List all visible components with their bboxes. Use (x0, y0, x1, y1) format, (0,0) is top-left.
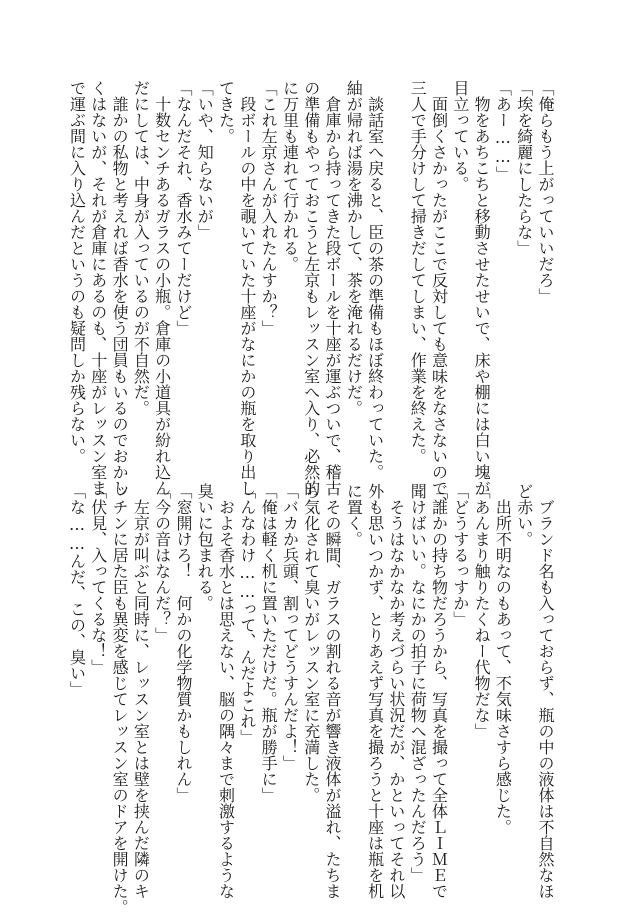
text-line: 「俺は軽く机に置いただけだ。瓶が勝手に」 (259, 483, 279, 803)
text-line: の準備もやっておこうと左京もレッスン室へ入り、必然的 (301, 80, 321, 496)
text-line: 「窓開けろ！ 何かの化学物質かもしれん」 (173, 483, 193, 803)
text-line: 左京が叫ぶと同時に、レッスン室とは壁を挟んだ隣のキ (131, 483, 151, 899)
text-line: 「いや、知らないが」 (195, 80, 215, 240)
text-line: 「なんだそれ、香水みてーだけど」 (173, 80, 193, 336)
text-line: 「今の音はなんだ？」 (152, 483, 172, 643)
lower-text-block (67, 483, 556, 915)
text-line: 誰かの私物と考えれば香水を使う団員もいるのでおかし (110, 80, 130, 496)
text-line: に置く。 (344, 483, 364, 547)
text-line: その瞬間、ガラスの割れる音が響き液体が溢れ、たちま (323, 483, 343, 899)
text-line: 聞けばいい。なにかの拍子に荷物へ混ざったんだろう」 (408, 483, 428, 883)
text-line: 倉庫から持ってきた段ボールを十座が運ぶついで、稽古 (323, 80, 343, 496)
text-line: 物をあちこちと移動させたせいで、床や棚には白い塊が (472, 80, 492, 496)
text-line: 目立っている。 (450, 80, 470, 192)
text-line: に万里も連れて行かれる。 (280, 80, 300, 272)
text-line: 「伏見、入ってくるな！」 (88, 483, 108, 675)
text-line: 「俺らもう上がっていいだろ」 (536, 80, 555, 304)
blank-line (386, 80, 407, 410)
text-line: 段ボールの中を覗いていた十座がなにかの瓶を取り出し (237, 80, 257, 496)
text-line: 「あんまり触りたくねー代物だな」 (472, 483, 492, 739)
text-line: ブランド名も入っておらず、瓶の中の液体は不自然なほ (536, 483, 555, 899)
text-line: で運ぶ間に入り込んだというのも疑問しか残らない。 (67, 80, 87, 464)
text-line: ち気化されて臭いがレッスン室に充満した。 (301, 483, 321, 803)
text-line: 紬が帰れば湯を沸かして、茶を淹れるだけだ。 (344, 80, 364, 416)
text-line: 臭いに包まれる。 (195, 483, 215, 611)
text-line: 十数センチあるガラスの小瓶。倉庫の小道具が紛れ込ん (152, 80, 172, 496)
text-line: 「これ左京さんが入れたんすか？」 (259, 80, 279, 336)
text-line: 面倒くさかったがここで反対しても意味をなさないので、 (429, 80, 449, 512)
text-line: 「あー……」 (493, 80, 513, 182)
text-line: ど赤い。 (514, 483, 534, 547)
text-line: 「埃を綺麗にしたらな」 (514, 80, 534, 256)
text-line: およそ香水とは思えない、脳の隅々まで刺激するような (216, 483, 236, 899)
text-line: 外も思いつかず、とりあえず写真を撮ろうと十座は瓶を机 (365, 483, 385, 899)
text-line: てきた。 (216, 80, 236, 144)
text-line: 「な……んだ、この、臭い」 (67, 483, 87, 697)
text-line: 「んなわけ……って、んだよこれ」 (237, 483, 257, 745)
text-line: ッチンに居た臣も異変を感じてレッスン室のドアを開けた。 (110, 483, 130, 915)
text-line: 三人で手分けして掃きだしてしまい、作業を終えた。 (408, 80, 428, 464)
text-line: 談話室へ戻ると、臣の茶の準備もほぼ終わっていた。 (365, 80, 385, 480)
text-line: 出所不明なのもあって、不気味さすら感じた。 (493, 483, 513, 835)
upper-text-block (67, 80, 556, 512)
text-line: 「どうするっすか」 (450, 483, 470, 627)
text-line: だにしては、中身が入っているのが不自然だ。 (131, 80, 151, 416)
text-line: くはないが、それが倉庫にあるのも、十座がレッスン室ま (88, 80, 108, 496)
text-line: そうはなかなか考えづらい状況だが、かといってそれ以 (386, 483, 406, 899)
text-line: 「バカか兵頭、割ってどうすんだよ！」 (280, 483, 300, 771)
text-line: 「誰かの持ち物だろうから、写真を撮って全体ＬＩＭＥで (429, 483, 449, 899)
